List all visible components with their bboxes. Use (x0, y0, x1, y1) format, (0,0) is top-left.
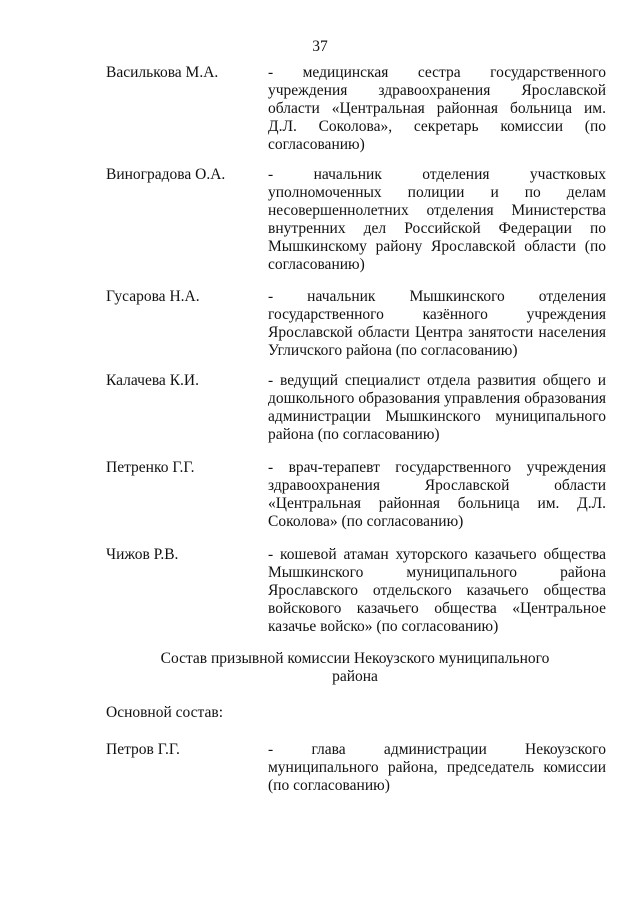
member-description: - медицинская сестра государственного учреждения здравоохранения Ярославской области «Центральная районная больница им. Д.Л. Соколова», секретарь комиссии (по согласованию) (268, 64, 606, 153)
member-description: - глава администрации Некоузского муниципального района, председатель комиссии (по согласованию) (268, 741, 606, 794)
member-description: - начальник Мышкинского отделения государственного казённого учреждения Ярославской области Центра занятости населения Угличского района (по согласованию) (268, 288, 606, 359)
member-name: Чижов Р.В. (106, 546, 179, 563)
member-name: Петренко Г.Г. (106, 459, 195, 476)
member-name: Виноградова О.А. (106, 166, 226, 183)
member-name: Гусарова Н.А. (106, 288, 200, 305)
member-name: Калачева К.И. (106, 372, 199, 389)
member-description: - начальник отделения участковых уполномоченных полиции и по делам несовершеннолетних отделения Министерства внутренних дел Российской Федерации по Мышкинскому району Ярославской области (по согласованию) (268, 166, 606, 273)
member-name: Василькова М.А. (106, 64, 219, 81)
member-description: - кошевой атаман хуторского казачьего общества Мышкинского муниципального района Ярославского отдельского казачьего общества войскового казачьего общества «Центральное казачье войско» (по согласованию) (268, 546, 606, 635)
section-subheading: Основной состав: (106, 704, 224, 721)
member-description: - ведущий специалист отдела развития общего и дошкольного образования управления образования администрации Мышкинского муниципального района (по согласованию) (268, 372, 606, 443)
page-number: 37 (312, 38, 328, 55)
member-description: - врач-терапевт государственного учреждения здравоохранения Ярославской области «Центральная районная больница им. Д.Л. Соколова» (по согласованию) (268, 459, 606, 530)
member-name: Петров Г.Г. (106, 741, 180, 758)
section-title: Состав призывной комиссии Некоузского муниципального района (160, 650, 550, 685)
